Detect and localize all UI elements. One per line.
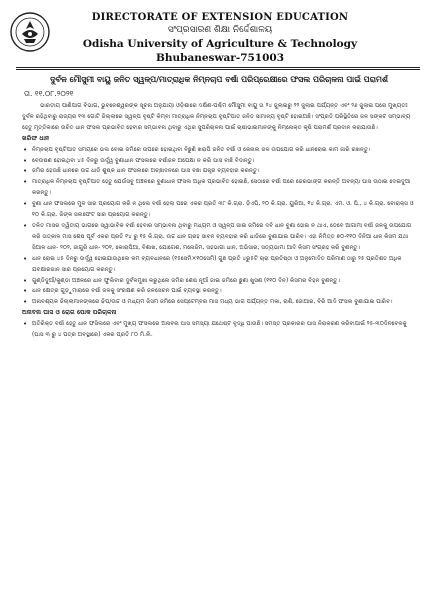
directorate-heading: DIRECTORATE OF EXTENSION EDUCATION xyxy=(91,12,349,23)
list-item: • ଧାନ ରୋଇ ୪୫ ଦିନରୁ ଊର୍ଦ୍ଧ୍ୱ ହୋଇଯାଉଥିଲେ କମ ବ୍ୟବଧାନରେ (୧୫ସେମି×୧୦ସେମି) ଗୁଛ ପ୍ରତି ୪ରୁ୫ଟି ଚାରା ପ୍ରତିଷ୍ଠା ଓ ଅନୁମୋଦିତ ପରିମାଣ ଠାରୁ ୨୫ ପ୍ରତିଶତ ଅଧିକ ଯବକ୍ଷାରଜାନ ସାର ପ୍ରୟୋଗ କରନ୍ତୁ। xyxy=(22,254,418,276)
header-divider-thin xyxy=(16,69,420,70)
list-item: • ଧାନ କ୍ଷେତ୍ର ଗୁଡ଼ୁମାରାରେ ବର୍ଷା ଜଳକୁ ସଂରକ୍ଷଣ କରି ଜଳସେଚନ ପାଇଁ ବ୍ୟବସ୍ଥା କରନ୍ତୁ। xyxy=(22,286,418,297)
list-item: • ମାତ୍ରାଧିକ ନିମ୍ନଚାପ ବୃଷ୍ଟିପାତ ହେତୁ ଯେଉଁସବୁ ଅଞ୍ଚଳରେ ବୁଣାଧାନ ଫସଲ ଅଧିକ ପ୍ରଭାବିତ ହୋଇଛି, ସେଠାରେ ବର୍ଷା ପରେ ଜେରଭାଙ୍ଗ କରନ୍ତି ଅବନ୍ୟା ଘାସ ଉଠାଇ ଦେଇଦୁଆ କରନ୍ତୁ। xyxy=(22,177,418,199)
directorate-heading-odia: ସଂପ୍ରସାରଣ ଶିକ୍ଷା ନିର୍ଦ୍ଦେଶାଳୟ xyxy=(167,25,273,35)
list-item: • ତଳିତ ମାସର ଦ୍ୱିତୀୟ ଭାଗରେ ସ୍ୱାଭାବିକ ବର୍ଷା ହେବାର ସମ୍ଭାବନା ଥିବାରୁ ମଧ୍ୟମ ଓ ସ୍ୱଳ୍ପ ଜାଇ ଜମିରେ ଦବି ଧାନ ବୁଣା ହୋଇ ନ ଥାଏ, ତେବେ ଆଗାମୀ ବର୍ଷା ଜଳକୁ ଉପଯୋଗ କରି ତାତ୍କାଳ ମାସ ଶେଷ ପୂର୍ବ ଏକର ପ୍ରତି ୧୪ ରୁ ୧୫ କି.ଗ୍ରା. ଉଚ୍ଚ ଧାନ ଗ୍ରହ ସାବନ ବ୍ୟବହାର କରି ଧାଡିରେ ବୁଣାଯାଇ ପାରିବ। ଏହା ନିମିତ୍ତ ୭୦-୧୧୦ ଦିନିଆ ଧାନ କିସମ ଯଥା ସିଆଳ ଧାନ- ୨୦୨, ଜାଗୁରି ଧାନ- ୨୦୧, କୋରାପିଆ, ବିଶାଖ, ଯୋଗେଶ, ମନୋଜିମ, ସହଭାଗୀ ଧାନ, ଅଭିସାର, ସତ୍ୟଭାମା ଆଦି କିସମ ସଂଗ୍ରହ କରି ବୁଣନ୍ତୁ। xyxy=(22,221,418,254)
advisory-body xyxy=(22,101,418,341)
list-item: • ଅନାବଶ୍ୟକ ଜିଲ୍ଲାମାନଙ୍କରେ ଢିପ/ଉଚ୍ଚ ଓ ମଧ୍ୟମ ଜିସମ ଜମିରେ ସେପ୍ଟେମ୍ବର ମାସ ମଧ୍ୟ ଭାଗ ପର୍ଯ୍ୟନ୍ତ ମକା, ରାଶି, ଜୋଆର, ବିରି ଆଦି ଫସଲ ବୁଣାଯାଇ ପାରିବ। xyxy=(22,297,418,308)
section-heading: ଅନାବନା ଘାସ ଓ ରୋଗ ପୋକ ପରିଚାଳନା xyxy=(22,309,117,317)
list-item: • ନିମ୍ନଚାପ ବୃଷ୍ଟିପାତ ସମୟରେ ଭଲ ବୋଇ ଜମିରେ ଉପରେ ହୋଇଥିବା ବିଛୁଣି ଖରାପି ଜନିତ ବର୍ଷା ଓ କେନାଲ ଜଳ ଉପଯୋଗ କରି ଧାନରୋଇ କାମ ଜାରି ରଖନ୍ତୁ। xyxy=(22,145,418,156)
list-item: • ଜମିର ହେଉଛି ଧାନରେ ଉଚ୍ଚ ଧାଡି ଶୁଷ୍କ ଧାନ ଫସଲରେ ଅଚ୍ଛାଦନରେ ଘାସ ବଛା ଯନ୍ତ୍ର ବ୍ୟବହାର କରନ୍ତୁ। xyxy=(22,166,418,177)
list-item: • ବେଉଷଣ ହୋଇଥିବା ୪୫ ଦିନରୁ ଊର୍ଦ୍ଧ୍ୱ ବୁଣାଧାନ ଫସଲରେ ବର୍ଷାଜଳ ଅପେକ୍ଷା ନ କରି ଘାସ ବାଛି ବିଦାନ୍ତୁ। xyxy=(22,156,418,167)
university-seal-icon xyxy=(10,12,50,52)
university-name: Odisha University of Agriculture & Technology xyxy=(82,38,358,50)
intro-paragraph: ଭାରତୀୟ ପାଣିପାଗ ବିଭାଗ, ଭୁବନେଶ୍ୱରଙ୍କ ସୂଚନା ଅନୁଯାୟୀ ଓଡ଼ିଶାରେ ଦକ୍ଷିଣ-ପଶ୍ଚିମ ମୌସୁମୀ ବାୟୁ ତା ୨୪ ଜୁଲାଇରୁ ୨୨ ଜୁଲାଇ ପର୍ଯ୍ୟନ୍ତ ଏବଂ ୨୬ ଜୁଲାଇ ପରେ ମୁଖ୍ୟତଃ ଦୁର୍ବଳ ରହିଥିବାରୁ ରାଜ୍ୟର ୧୩ ଗୋଟି ଜିଲ୍ଲାରେ ସ୍ୱଳ୍ପ ବୃଷ୍ଟି କିମ୍ବା ମାତ୍ରାଧିକ ନିମ୍ନଚାପ ବୃଷ୍ଟିପାତ ଜନିତ ସାମାନ୍ୟ ବୃଷ୍ଟି ହୋଇଅଛି। ସଂପ୍ରତି ପରିସ୍ଥିତିରେ ଜଳ ସଙ୍କଟ ସମ୍ଭାବ୍ୟ ହେତୁ ମୃତ୍ତିକାରେ ଉଚିତ ଧାନ ଫସଲ ପ୍ରଭାବିତ ହେବାର ସମ୍ଭାବନା ଥିବାରୁ ଏଥିର ସୁପରିଚାଳନା ପାଇଁ ଚାଷୀଭାଇମାନଙ୍କୁ ନିମ୍ନୋକ୍ତ କୃଷି ପରାମର୍ଶ ପ୍ରଦାନ କରାଯାଉଛି। xyxy=(22,103,411,131)
advisory-date: ତା. ୧୧.୦୮.୨୦୨୧ xyxy=(24,89,74,98)
list-item: • ଅତିରିକ୍ତ ବର୍ଷା ହେତୁ ଧାନ ଫସିଲରେ ଏବଂ ମୁଖ୍ୟ ଫସଲରେ ଅନାବନା ଘାସ ସମସ୍ୟା ଯଥେଷ୍ଟ ବୃଦ୍ଧି ପାଉଛି। ସମସ୍ତ ପ୍ରକାରର ଘାସ ନିରାକରଣ କରିବାପାଇଁ ୨୫-୩୦ଦିନବେଳକୁ (ଘାସ ୩ ରୁ ୪ ପତ୍ର ଅବସ୍ଥାରେ) ଏକର ପ୍ରତି ୮୦ ମି.ଲି. xyxy=(22,319,418,341)
advisory-title: ଦୁର୍ବଳ ମୌସୁମୀ ବାୟୁ ଜନିତ ସ୍ୱଳ୍ପ/ମାତ୍ରାଧିକ ନିମ୍ନଚାପ ବର୍ଷା ପରିପ୍ରେକ୍ଷୀରେ ଫସଲ ପରିଚାଳନା ପାଇଁ ପରାମର୍ଶ xyxy=(50,75,388,84)
university-address: Bhubaneswar-751003 xyxy=(155,52,285,64)
list-item: • ଗୁଣ୍ଡିଦୁଆଁ/କୁଣ୍ଡା ଅଞ୍ଚଳରେ ଧାନ ଫୁଲିବାର ଦୁର୍ବଳମୁଖୀ କରୁଥିଲେ ଜମିର ଶେଷ ନୂଆଁ ଜାଇ ଜମିରେ ଛୁଣା ଖୁସଣ (୧୧୦ ଦିନ) କିସମର ବିହନ ବୁଣନ୍ତୁ। xyxy=(22,276,418,287)
list-item: • ବୁଣା ଧାନ ଫସଲରେ ମୁଳ ସାର ପ୍ରୟୋଗ କରି ନ ଥିଲେ ବର୍ଷା ହେଲା ପରେ ଏକର ପ୍ରତି ୩୮ କି.ଗ୍ରା. ଡ଼ିଏପି, ୨୦ କି.ଗ୍ରା. ୟୁରିଆ, ୧୪ କି.ଗ୍ରା. ଏମ. ଓ. ପି., ୪ କି.ଗ୍ରା. ବୋରାକ୍ସ ଓ ୧୦ କି.ଗ୍ରା. ଜିଙ୍କ ସଲଫେଟ ସାର ପ୍ରୟୋଗ କରନ୍ତୁ। xyxy=(22,199,418,221)
section-heading: ଖରିଫ ଧାନ xyxy=(22,134,50,142)
header-divider xyxy=(16,67,420,68)
